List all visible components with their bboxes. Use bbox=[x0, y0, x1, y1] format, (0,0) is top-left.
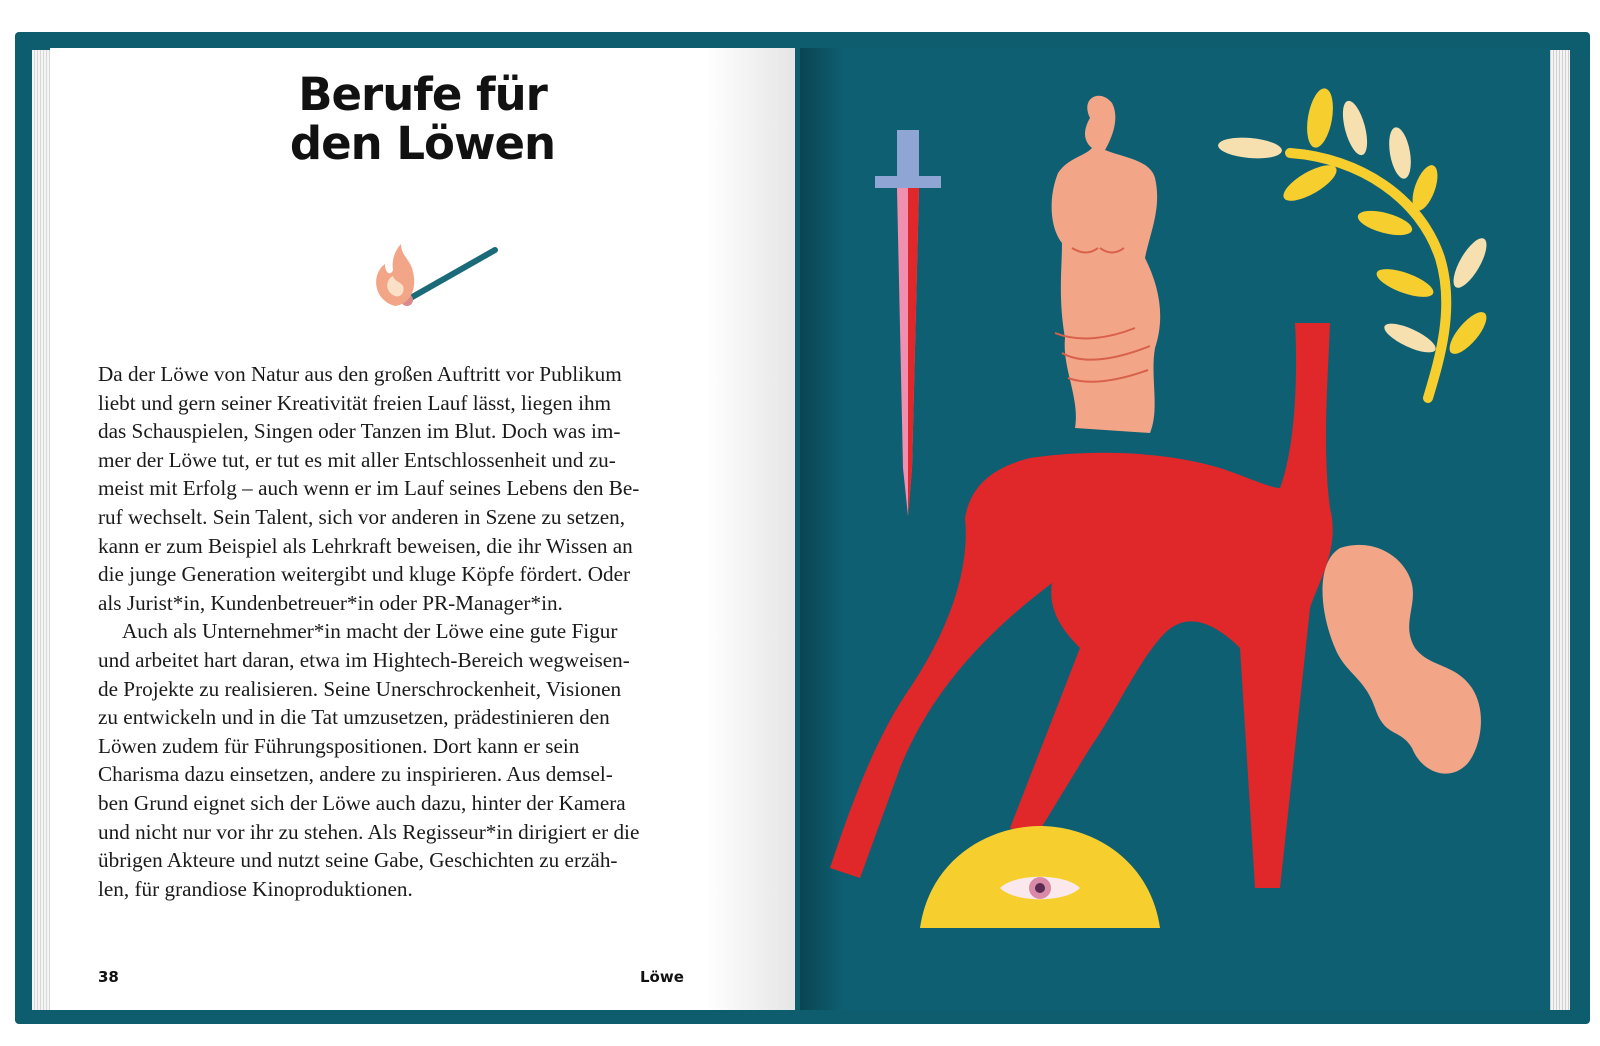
title-line-2: den Löwen bbox=[289, 117, 556, 170]
dancer-figure-icon bbox=[830, 323, 1481, 888]
page-title bbox=[50, 70, 795, 168]
eye-dome-icon bbox=[920, 826, 1160, 928]
match-icon bbox=[335, 196, 505, 316]
page-number: 38 bbox=[98, 968, 119, 986]
page-edges-left bbox=[32, 50, 52, 1010]
body-text bbox=[98, 360, 698, 903]
sword-icon bbox=[875, 130, 941, 516]
paragraph-2: Auch als Unternehmer*in macht der Löwe eine gute Figur und arbeitet hart daran, etwa im Hightech-Bereich wegweisen- de Projekte zu realisieren. Seine Unerschrockenheit, Visionen zu entwickeln und in die Tat umzusetzen, prädestinieren den Löwen zudem für Führungspositionen. Dort kann er sein Charisma dazu einsetzen, andere zu inspirieren. Aus demsel- ben Grund eignet sich der Löwe auch dazu, hinter der Kamera und nicht nur vor ihr zu stehen. Als Regisseur*in dirigiert er die übrigen Akteure und nutzt seine Gabe, Geschichten zu erzäh- len, für grandiose Kinoproduktionen. bbox=[98, 619, 640, 901]
running-head: Löwe bbox=[640, 968, 684, 986]
left-page bbox=[50, 48, 795, 1010]
olive-branch-icon bbox=[1217, 86, 1492, 398]
illustration bbox=[800, 48, 1550, 1010]
venus-statue-icon bbox=[1052, 96, 1161, 433]
page-edges-right bbox=[1548, 50, 1570, 1010]
paragraph-1: Da der Löwe von Natur aus den großen Auftritt vor Publikum liebt und gern seiner Kreativität freien Lauf lässt, liegen ihm das Schauspielen, Singen oder Tanzen im Blut. Doch was im- mer der Löwe tut, er tut es mit aller Entschlossenheit und zu- meist mit Erfolg – auch wenn er im Lauf seines Lebens den Be- ruf wechselt. Sein Talent, sich vor anderen in Szene zu setzen, kann er zum Beispiel als Lehrkraft beweisen, die ihr Wissen an die junge Generation weitergibt und kluge Köpfe fördert. Oder als Jurist*in, Kundenbetreuer*in oder PR-Manager*in. bbox=[98, 362, 640, 615]
title-line-1: Berufe für bbox=[298, 68, 547, 121]
